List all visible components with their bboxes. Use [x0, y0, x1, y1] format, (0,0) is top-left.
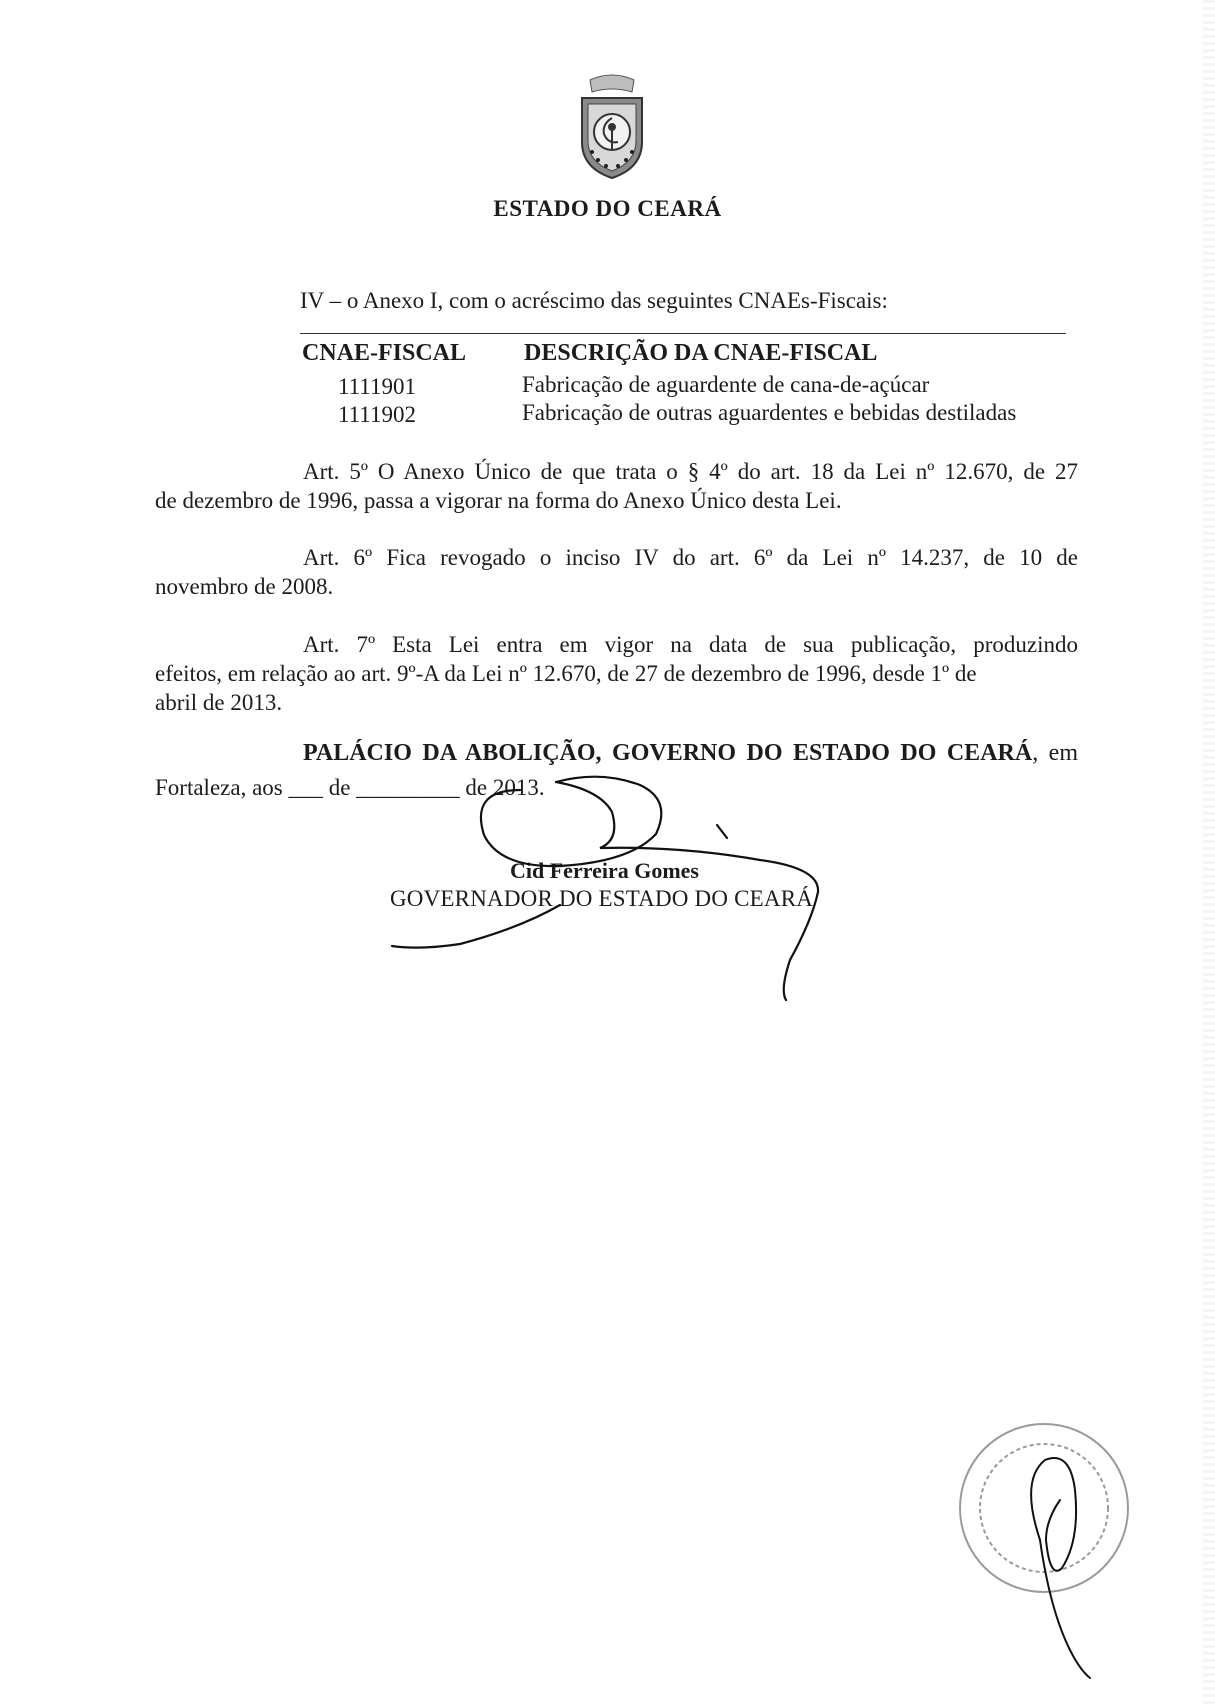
article-7-line-2: efeitos, em relação ao art. 9º-A da Lei nº 12.670, de 27 de dezembro de 1996, desde 1º de: [155, 661, 977, 686]
table-header-code: CNAE-FISCAL: [302, 340, 467, 366]
table-header-description: DESCRIÇÃO DA CNAE-FISCAL: [524, 340, 878, 366]
date-line: Fortaleza, aos ___ de _________ de 2013.: [155, 775, 545, 800]
article-5-line: Art. 5º O Anexo Único de que trata o § 4º do art. 18 da Lei nº 12.670, de 27: [303, 459, 1078, 484]
table-row-description: Fabricação de aguardente de cana-de-açúcar: [522, 372, 930, 397]
governor-name: Cid Ferreira Gomes: [510, 858, 699, 883]
governor-title: GOVERNADOR DO ESTADO DO CEARÁ: [390, 886, 814, 911]
table-row-code: 1111902: [338, 402, 416, 427]
article-7-line: Art. 7º Esta Lei entra em vigor na data de sua publicação, produzindo: [303, 632, 1078, 657]
palace-tail: , em: [1032, 740, 1078, 766]
state-title: ESTADO DO CEARÁ: [493, 196, 722, 221]
article-6-rest: novembro de 2008.: [155, 574, 334, 599]
article-5-rest: de dezembro de 1996, passa a vigorar na forma do Anexo Único desta Lei.: [155, 488, 842, 513]
article-6-line: Art. 6º Fica revogado o inciso IV do art. 6º da Lei nº 14.237, de 10 de: [303, 545, 1078, 570]
table-row-code: 1111901: [338, 374, 416, 399]
annex-intro: IV – o Anexo I, com o acréscimo das seguintes CNAEs-Fiscais:: [300, 288, 888, 313]
table-row-description: Fabricação de outras aguardentes e bebidas destiladas: [522, 400, 1017, 425]
article-7-rest: abril de 2013.: [155, 690, 283, 715]
palace-name: PALÁCIO DA ABOLIÇÃO, GOVERNO DO ESTADO DO CEARÁ: [303, 740, 1033, 766]
